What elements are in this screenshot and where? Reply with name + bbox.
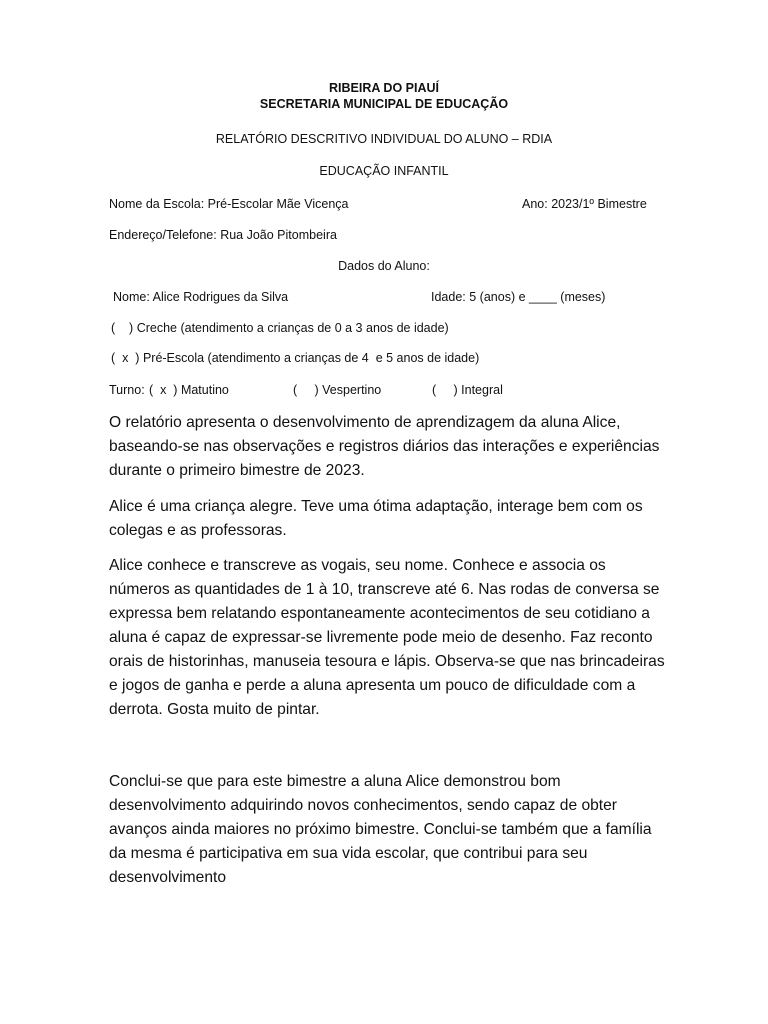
address-value: Rua João Pitombeira (220, 228, 337, 242)
student-name-value: Alice Rodrigues da Silva (152, 290, 289, 304)
year-value: 2023/1º Bimestre (551, 197, 647, 211)
shift-matutino: ( x ) Matutino (149, 383, 229, 397)
header-secretariat: SECRETARIA MUNICIPAL DE EDUCAÇÃO (259, 97, 509, 111)
header-city: RIBEIRA DO PIAUÍ (329, 81, 439, 95)
report-paragraph-1-text: O relatório apresenta o desenvolvimento de aprendizagem da aluna Alice, baseando-se nas observações e registros diários das interações e experiências durante o primeiro bimestre de 2023. (109, 414, 660, 479)
report-paragraph-2 (109, 495, 669, 543)
education-level: EDUCAÇÃO INFANTIL (319, 164, 449, 178)
student-name-line (113, 290, 288, 304)
report-paragraph-4 (109, 770, 669, 890)
year-label: Ano: (522, 197, 548, 211)
shift-label: Turno: (109, 383, 145, 397)
shift-vespertino: ( ) Vespertino (293, 383, 382, 397)
report-title: RELATÓRIO DESCRITIVO INDIVIDUAL DO ALUNO – RDIA (215, 132, 553, 146)
report-paragraph-4-text: Conclui-se que para este bimestre a aluna Alice demonstrou bom desenvolvimento adquirindo novos conhecimentos, sendo capaz de obter avanços ainda maiores no próximo bimestre. Conclui-se também que a família da mesma é participativa em sua vida escolar, que contribui para seu desenvolvimento (109, 773, 652, 886)
address-line (109, 228, 337, 242)
option-preescola: ( x ) Pré-Escola (atendimento a crianças de 4 e 5 anos de idade) (111, 351, 480, 365)
address-label: Endereço/Telefone: (109, 228, 217, 242)
student-name-label: Nome: (113, 290, 150, 304)
student-section-title: Dados do Aluno: (338, 259, 430, 273)
school-name-label: Nome da Escola: (109, 197, 205, 211)
student-age-line (431, 290, 605, 304)
school-name-line (109, 197, 348, 211)
option-creche: ( ) Creche (atendimento a crianças de 0 a 3 anos de idade) (111, 321, 449, 335)
student-age-label: Idade: (431, 290, 466, 304)
shift-integral: ( ) Integral (432, 383, 503, 397)
year-line (522, 197, 647, 211)
report-paragraph-2-text: Alice é uma criança alegre. Teve uma ótima adaptação, interage bem com os colegas e as professoras. (109, 498, 643, 539)
report-paragraph-3-text: Alice conhece e transcreve as vogais, seu nome. Conhece e associa os números as quantidades de 1 à 10, transcreve até 6. Nas rodas de conversa se expressa bem relatando espontaneamente acontecimentos de seu cotidiano a aluna é capaz de expressar-se livremente pode meio de desenho. Faz reconto orais de historinhas, manuseia tesoura e lápis. Observa-se que nas brincadeiras e jogos de ganha e perde a aluna apresenta um pouco de dificuldade com a derrota. Gosta muito de pintar. (109, 557, 665, 718)
report-paragraph-1 (109, 411, 669, 483)
report-paragraph-3 (109, 554, 669, 722)
school-name-value: Pré-Escolar Mãe Vicença (207, 197, 349, 211)
student-age-value: 5 (anos) e ____ (meses) (469, 290, 606, 304)
